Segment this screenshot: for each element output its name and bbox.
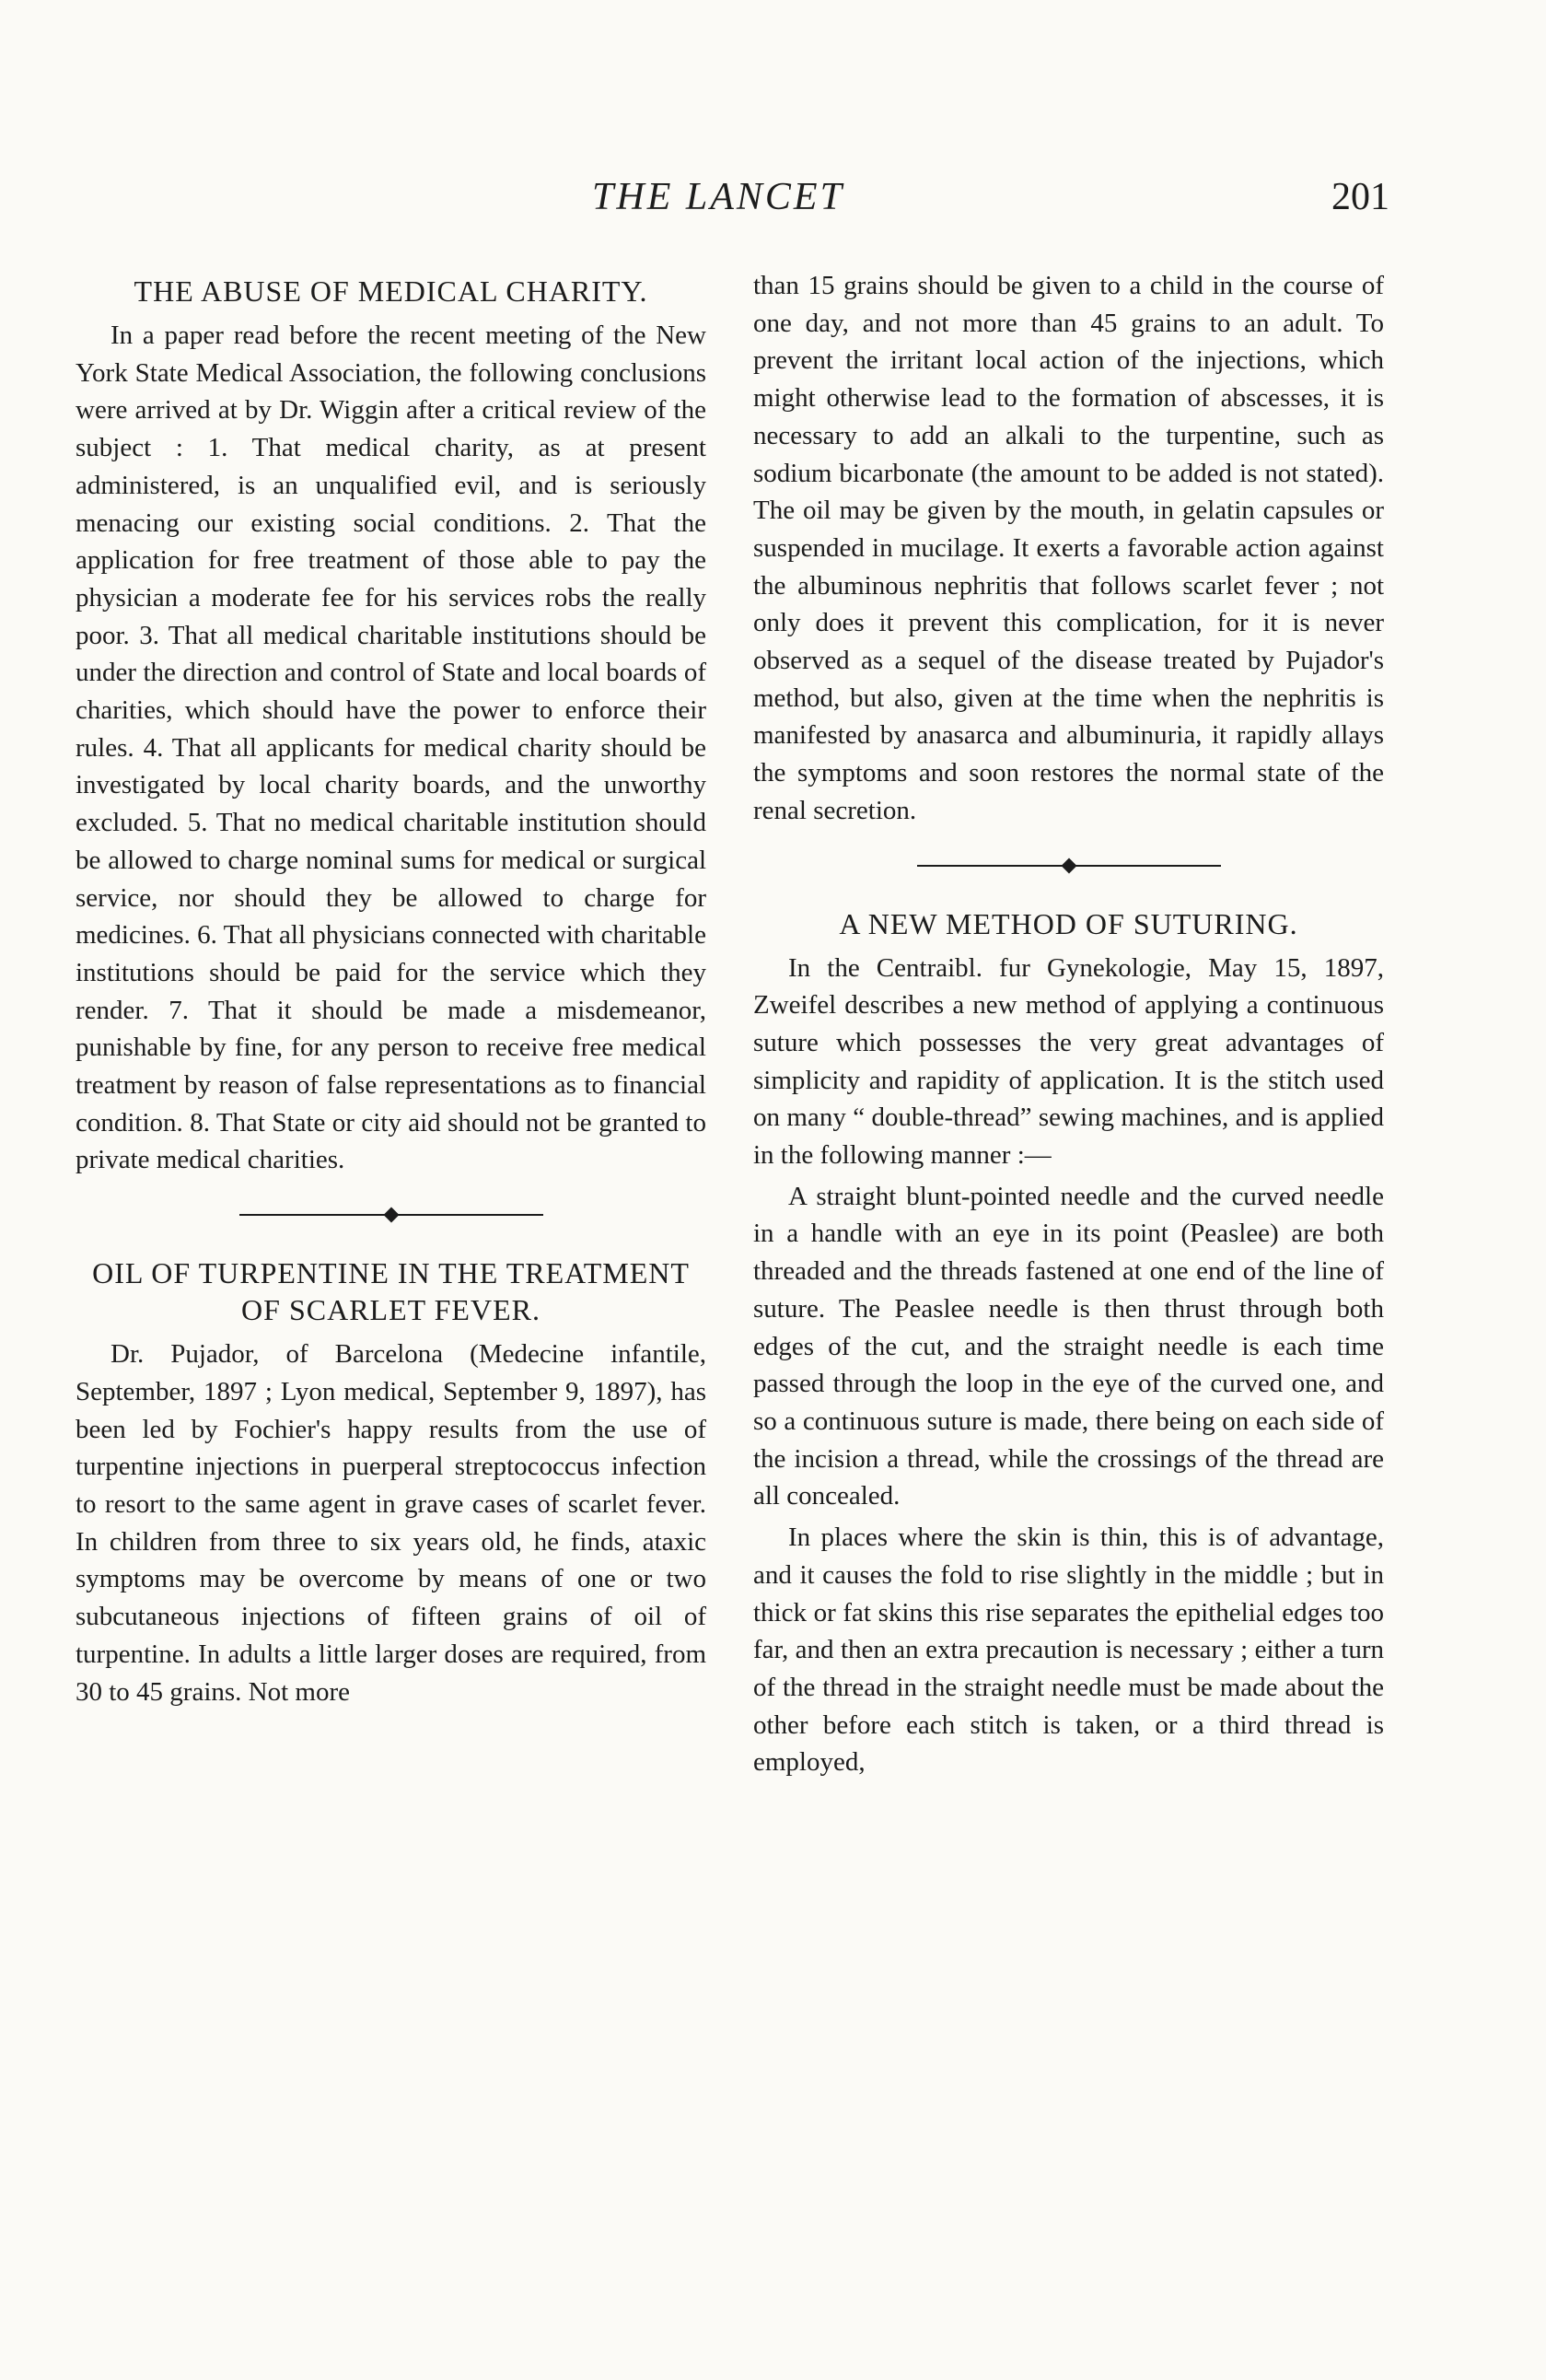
left-column: [76, 267, 706, 1714]
article-paragraph: A straight blunt-pointed needle and the curved needle in a handle with an eye in its point (Peaslee) are both threaded and the threads fastened at one end of the line of suture. The Peaslee needle is then thrust through both edges of the cut, and the straight needle is each time passed through the loop in the eye of the curved one, and so a continuous suture is made, there being on each side of the incision a thread, while the crossings of the thread are all concealed.: [753, 1181, 1384, 1511]
article-paragraph-continued: than 15 grains should be given to a child in the course of one day, and not more than 45 grains to an adult. To prevent the irritant local action of the injections, which might otherwise lead to the formation of abscesses, it is necessary to add an alkali to the turpentine, such as sodium bicarbonate (the amount to be added is not stated). The oil may be given by the mouth, in gelatin capsules or suspended in mucilage. It exerts a favorable action against the albuminous nephritis that follows scarlet fever ; not only does it prevent this complication, for it is never observed as a sequel of the disease treated by Pujador's method, but also, given at the time when the nephritis is manifested by anasarca and albuminuria, it rapidly allays the symptoms and soon restores the normal state of the renal secretion.: [753, 271, 1384, 825]
page-number: 201: [1331, 176, 1389, 218]
ornament-diamond-icon: [1061, 858, 1076, 873]
section-divider: [917, 854, 1221, 878]
page-header: [0, 175, 1546, 230]
article-paragraph: In places where the skin is thin, this is of advantage, and it causes the fold to rise slightly in the middle ; but in thick or fat skins this rise separates the epithelial edges too far, and then an extra precaution is necessary ; either a turn of the thread in the straight needle must be made about the other before each stitch is taken, or a third thread is employed,: [753, 1522, 1384, 1778]
section-divider: [239, 1203, 543, 1227]
article-title-turpentine: OIL OF TURPENTINE IN THE TREATMENT OF SCARLET FEVER.: [92, 1256, 690, 1327]
article-title-suturing: A NEW METHOD OF SUTURING.: [839, 906, 1298, 940]
article-paragraph: Dr. Pujador, of Barcelona (Medecine infantile, September, 1897 ; Lyon medical, September 9, 1897), has been led by Fochier's happy results from the use of turpentine injections in puerperal streptococcus infection to resort to the same agent in grave cases of scarlet fever. In children from three to six years old, he finds, ataxic symptoms may be overcome by means of one or two subcutaneous injections of fifteen grains of oil of turpentine. In adults a little larger doses are required, from 30 to 45 grains. Not more: [76, 1339, 706, 1707]
article-paragraph: In the Centraibl. fur Gynekologie, May 15, 1897, Zweifel describes a new method of applying a continuous suture which possesses the very great advantages of simplicity and rapidity of application. It is the stitch used on many “ double-thread” sewing machines, and is applied in the following manner :—: [753, 952, 1384, 1171]
article-title-medical-charity: THE ABUSE OF MEDICAL CHARITY.: [134, 274, 648, 308]
running-title: THE LANCET: [592, 176, 844, 218]
article-paragraph: In a paper read before the recent meeting of the New York State Medical Association, the following conclusions were arrived at by Dr. Wiggin after a critical review of the subject : 1. That medical charity, as at present administered, is an unqualified evil, and is seriously menacing our existing social conditions. 2. That the application for free treatment of those able to pay the physician a moderate fee for his services robs the really poor. 3. That all medical charitable institutions should be under the direction and control of State and local boards of charities, which should have the power to enforce their rules. 4. That all applicants for medical charity should be investigated by local charity boards, and the unworthy excluded. 5. That no medical charitable institution should be allowed to charge nominal sums for medical or surgical service, nor should they be allowed to charge for medicines. 6. That all physicians connected with charitable institutions should be paid for the service which they render. 7. That it should be made a misdemeanor, punishable by fine, for any person to receive free medical treatment by reason of false representations as to financial condition. 8. That State or city aid should not be granted to private medical charities.: [76, 321, 706, 1175]
right-column: [753, 267, 1384, 1785]
ornament-diamond-icon: [383, 1208, 399, 1223]
